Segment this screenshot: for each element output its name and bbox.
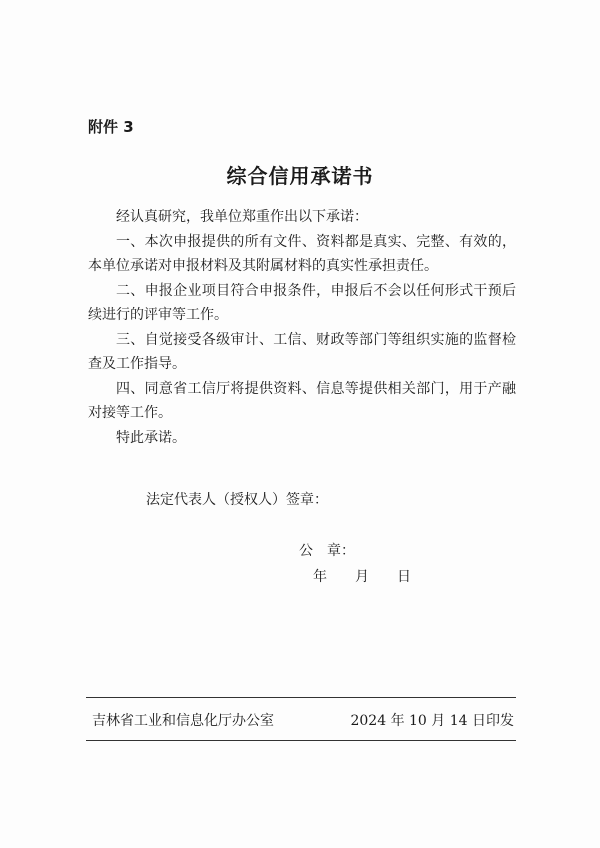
attachment-label: 附件 3 xyxy=(88,118,134,136)
official-seal-label: 公 章： xyxy=(299,543,355,559)
commitment-paragraph-1: 一、本次申报提供的所有文件、资料都是真实、完整、有效的，本单位承诺对申报材料及其附属材料的真实性承担责任。 xyxy=(88,233,516,274)
commitment-paragraph-2: 二、申报企业项目符合申报条件，申报后不会以任何形式干预后续进行的评审等工作。 xyxy=(88,282,516,323)
representative-signature-label: 法定代表人（授权人）签章： xyxy=(146,492,328,508)
commitment-paragraph-3: 三、自觉接受各级审计、工信、财政等部门等组织实施的监督检查及工作指导。 xyxy=(88,331,516,372)
footer-bottom-divider xyxy=(86,740,516,741)
intro-paragraph: 经认真研究，我单位郑重作出以下承诺： xyxy=(116,209,368,225)
signing-date-placeholder: 年 月 日 xyxy=(313,569,411,585)
closing-paragraph: 特此承诺。 xyxy=(116,429,186,446)
issue-date: 2024 年 10 月 14 日印发 xyxy=(350,713,514,729)
document-title: 综合信用承诺书 xyxy=(226,164,374,188)
document-body xyxy=(88,205,516,450)
commitment-paragraph-4: 四、同意省工信厅将提供资料、信息等提供相关部门，用于产融对接等工作。 xyxy=(88,380,516,421)
footer-top-divider xyxy=(86,697,516,698)
issuing-office: 吉林省工业和信息化厅办公室 xyxy=(92,713,274,729)
